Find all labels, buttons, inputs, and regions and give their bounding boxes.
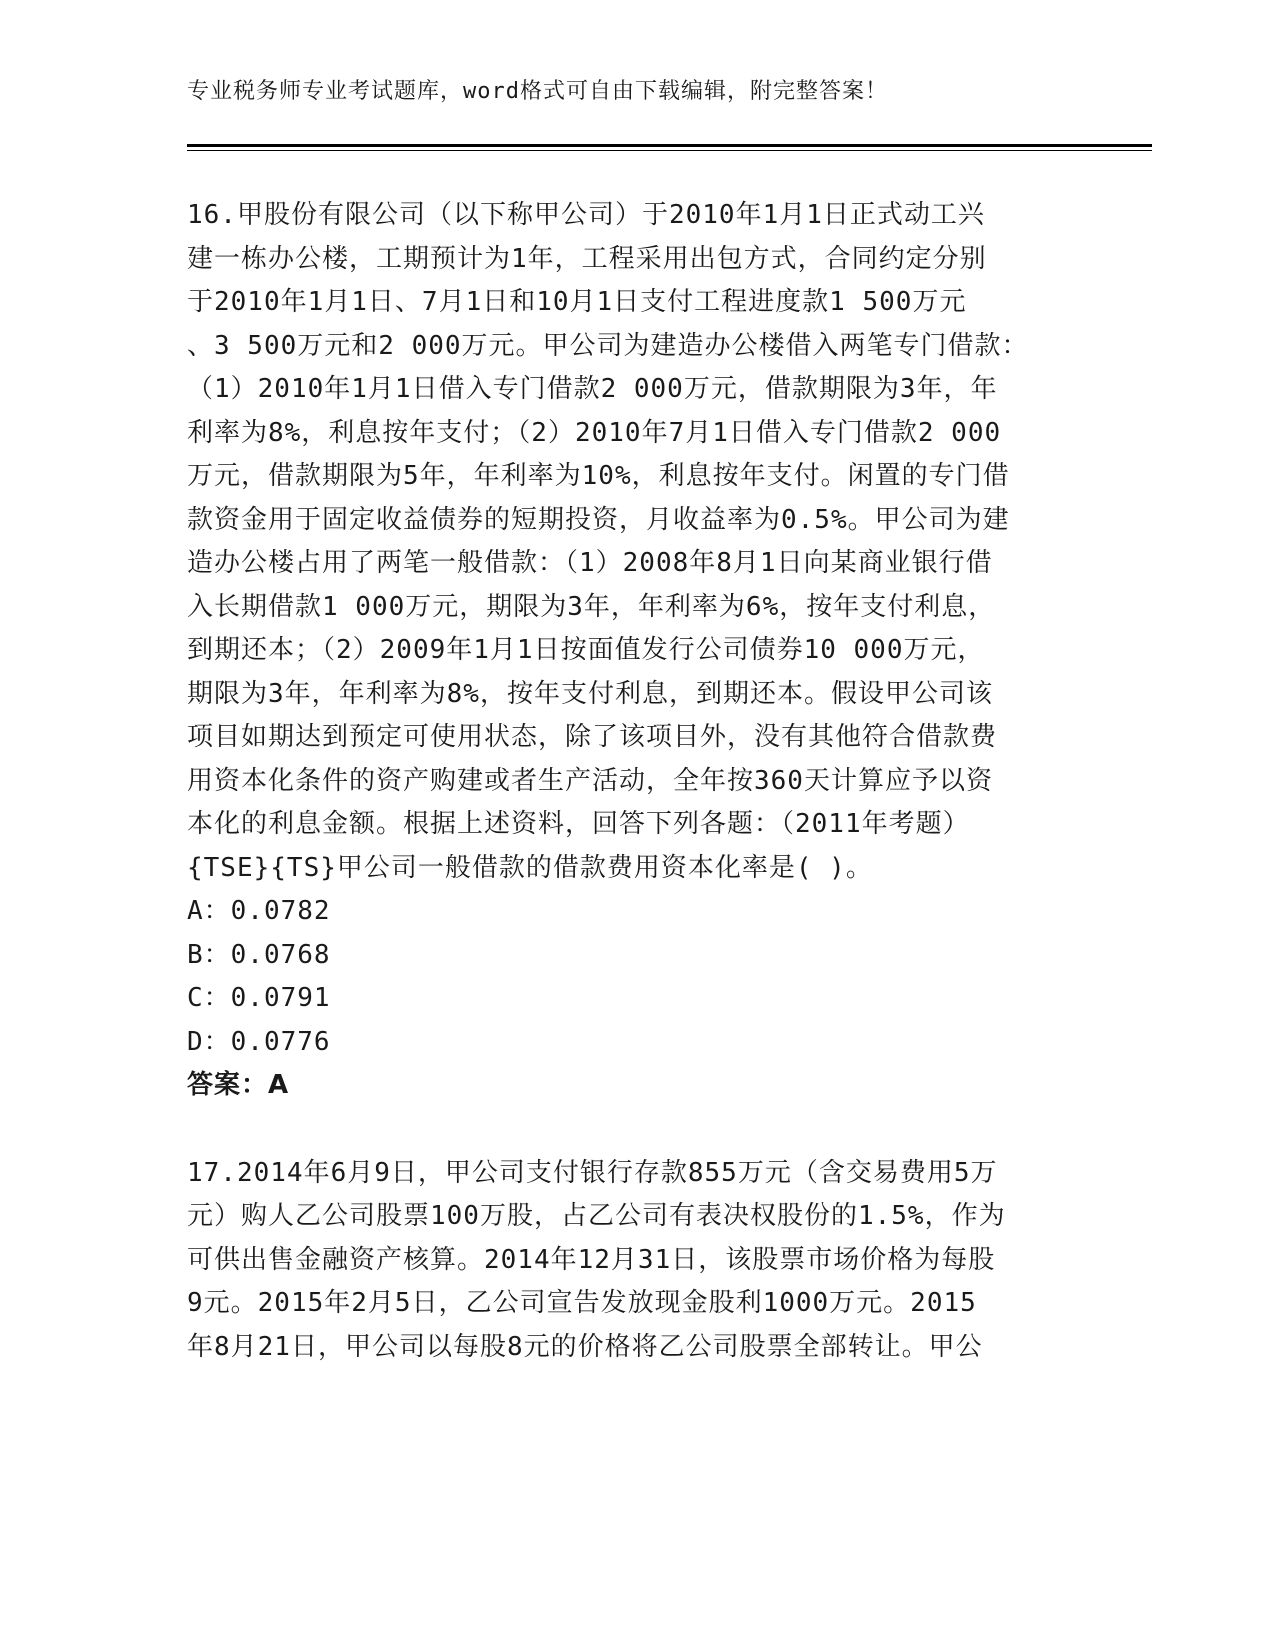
question-16-line: 16.甲股份有限公司（以下称甲公司）于2010年1月1日正式动工兴 (187, 200, 985, 230)
question-16-line: 利率为8%，利息按年支付；（2）2010年7月1日借入专门借款2 000 (187, 418, 1002, 448)
question-17-line: 可供出售金融资产核算。2014年12月31日，该股票市场价格为每股 (187, 1245, 996, 1275)
question-16-line: 到期还本；（2）2009年1月1日按面值发行公司债券10 000万元， (187, 635, 985, 665)
question-17-line: 元）购人乙公司股票100万股，占乙公司有表决权股份的1.5%，作为 (187, 1201, 1006, 1231)
question-17-line: 17.2014年6月9日，甲公司支付银行存款855万元（含交易费用5万 (187, 1158, 998, 1188)
question-16-line: 万元，借款期限为5年，年利率为10%，利息按年支付。闲置的专门借 (187, 461, 1010, 491)
question-17-line: 年8月21日，甲公司以每股8元的价格将乙公司股票全部转让。甲公 (187, 1332, 983, 1362)
question-17-line: 9元。2015年2月5日，乙公司宣告发放现金股利1000万元。2015 (187, 1288, 977, 1318)
question-16-line: 造办公楼占用了两笔一般借款：（1）2008年8月1日向某商业银行借 (187, 548, 993, 578)
header-rule-thin (187, 150, 1152, 151)
question-16-line: 用资本化条件的资产购建或者生产活动，全年按360天计算应予以资 (187, 766, 993, 796)
question-16-line: 本化的利息金额。根据上述资料，回答下列各题：（2011年考题） (187, 809, 970, 839)
header-rule-thick (187, 144, 1152, 147)
question-16-line: 建一栋办公楼，工期预计为1年，工程采用出包方式，合同约定分别 (187, 244, 987, 274)
question-16-prompt: {TSE}{TS}甲公司一般借款的借款费用资本化率是( )。 (187, 853, 873, 883)
option-c: C：0.0791 (187, 983, 331, 1013)
page-header-text: 专业税务师专业考试题库，word格式可自由下载编辑，附完整答案！ (187, 79, 888, 104)
question-16-line: （1）2010年1月1日借入专门借款2 000万元，借款期限为3年，年 (187, 374, 998, 404)
option-d: D：0.0776 (187, 1027, 331, 1057)
question-16-line: 于2010年1月1日、7月1日和10月1日支付工程进度款1 500万元 (187, 287, 967, 317)
question-16-line: 入长期借款1 000万元，期限为3年，年利率为6%，按年支付利息， (187, 592, 996, 622)
option-a: A：0.0782 (187, 896, 331, 926)
answer-label: 答案：A (187, 1070, 290, 1100)
question-16-line: 、3 500万元和2 000万元。甲公司为建造办公楼借入两笔专门借款： (187, 331, 1029, 361)
option-b: B：0.0768 (187, 940, 331, 970)
question-16-line: 期限为3年，年利率为8%，按年支付利息，到期还本。假设甲公司该 (187, 679, 993, 709)
question-16-line: 款资金用于固定收益债券的短期投资，月收益率为0.5%。甲公司为建 (187, 505, 1010, 535)
question-16-line: 项目如期达到预定可使用状态，除了该项目外，没有其他符合借款费 (187, 722, 998, 752)
